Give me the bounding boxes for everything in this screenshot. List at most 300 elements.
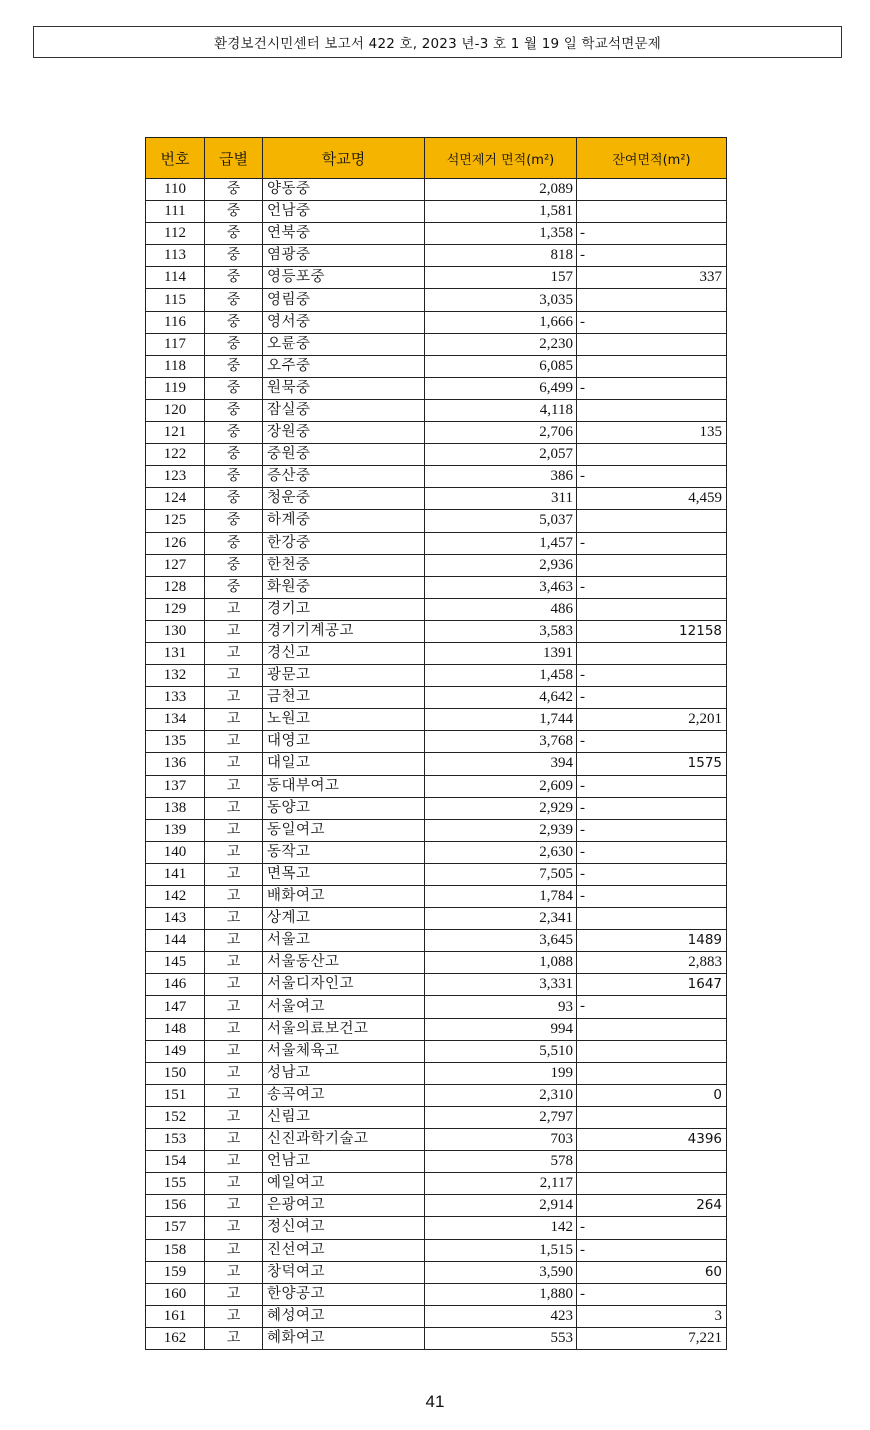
- cell-removed-area: 2,609: [425, 775, 577, 797]
- cell-school-name: 염광중: [263, 245, 425, 267]
- table-header-row: [146, 138, 727, 179]
- cell-number: 154: [146, 1151, 205, 1173]
- cell-number: 160: [146, 1283, 205, 1305]
- cell-number: 128: [146, 576, 205, 598]
- cell-number: 134: [146, 709, 205, 731]
- table-row: [146, 289, 727, 311]
- cell-remaining-area: [577, 466, 727, 488]
- cell-school-name: 오주중: [263, 355, 425, 377]
- cell-number: 116: [146, 311, 205, 333]
- cell-level: 고: [205, 1129, 263, 1151]
- table-row: [146, 333, 727, 355]
- cell-number: 158: [146, 1239, 205, 1261]
- cell-removed-area: 1,458: [425, 665, 577, 687]
- cell-level: 고: [205, 1261, 263, 1283]
- cell-school-name: 동작고: [263, 841, 425, 863]
- table-row: [146, 355, 727, 377]
- cell-school-name: 양동중: [263, 179, 425, 201]
- cell-school-name: 동양고: [263, 797, 425, 819]
- cell-level: 중: [205, 245, 263, 267]
- table-row: [146, 245, 727, 267]
- cell-remaining-area: [577, 223, 727, 245]
- cell-number: 145: [146, 952, 205, 974]
- cell-removed-area: 2,117: [425, 1173, 577, 1195]
- table-row: [146, 1173, 727, 1195]
- table-row: [146, 1305, 727, 1327]
- cell-level: 고: [205, 974, 263, 996]
- cell-removed-area: 6,499: [425, 377, 577, 399]
- cell-level: 고: [205, 1151, 263, 1173]
- cell-number: 140: [146, 841, 205, 863]
- cell-remaining-area: [577, 1018, 727, 1040]
- table-row: [146, 1217, 727, 1239]
- cell-removed-area: 423: [425, 1305, 577, 1327]
- table-row: [146, 466, 727, 488]
- table-row: [146, 1084, 727, 1106]
- cell-number: 136: [146, 753, 205, 775]
- cell-number: 127: [146, 554, 205, 576]
- column-header-level: 급별: [205, 138, 263, 179]
- cell-remaining-area: [577, 753, 727, 775]
- cell-remaining-area: [577, 1305, 727, 1327]
- cell-remaining-area: [577, 952, 727, 974]
- cell-remaining-area: [577, 709, 727, 731]
- cell-removed-area: 199: [425, 1062, 577, 1084]
- cell-number: 117: [146, 333, 205, 355]
- cell-school-name: 서울여고: [263, 996, 425, 1018]
- cell-level: 중: [205, 488, 263, 510]
- dash-marker: -: [580, 225, 585, 242]
- cell-removed-area: 553: [425, 1327, 577, 1349]
- cell-number: 126: [146, 532, 205, 554]
- dash-marker: -: [580, 998, 585, 1015]
- table-row: [146, 819, 727, 841]
- cell-remaining-area: [577, 488, 727, 510]
- cell-number: 113: [146, 245, 205, 267]
- cell-level: 고: [205, 841, 263, 863]
- cell-remaining-area: [577, 731, 727, 753]
- cell-school-name: 경기고: [263, 598, 425, 620]
- cell-number: 123: [146, 466, 205, 488]
- table-row: [146, 1195, 727, 1217]
- cell-removed-area: 2,706: [425, 422, 577, 444]
- table-row: [146, 1327, 727, 1349]
- table-row: [146, 974, 727, 996]
- cell-school-name: 서울디자인고: [263, 974, 425, 996]
- cell-school-name: 동일여고: [263, 819, 425, 841]
- cell-number: 124: [146, 488, 205, 510]
- cell-school-name: 청운중: [263, 488, 425, 510]
- table-row: [146, 201, 727, 223]
- cell-removed-area: 3,463: [425, 576, 577, 598]
- cell-remaining-area: [577, 399, 727, 421]
- dash-marker: -: [580, 247, 585, 264]
- table-row: [146, 311, 727, 333]
- cell-school-name: 한양공고: [263, 1283, 425, 1305]
- cell-removed-area: 994: [425, 1018, 577, 1040]
- cell-remaining-area: [577, 665, 727, 687]
- cell-remaining-area: [577, 510, 727, 532]
- remaining-area-value: 264: [696, 1197, 722, 1214]
- cell-level: 고: [205, 620, 263, 642]
- column-header-school-name: 학교명: [263, 138, 425, 179]
- cell-remaining-area: [577, 974, 727, 996]
- cell-school-name: 하계중: [263, 510, 425, 532]
- cell-school-name: 창덕여고: [263, 1261, 425, 1283]
- cell-level: 고: [205, 797, 263, 819]
- cell-number: 156: [146, 1195, 205, 1217]
- cell-removed-area: 1,358: [425, 223, 577, 245]
- cell-level: 고: [205, 753, 263, 775]
- cell-number: 143: [146, 908, 205, 930]
- table-row: [146, 576, 727, 598]
- table-row: [146, 1062, 727, 1084]
- table-row: [146, 488, 727, 510]
- cell-removed-area: 1391: [425, 642, 577, 664]
- cell-remaining-area: [577, 1151, 727, 1173]
- cell-number: 111: [146, 201, 205, 223]
- cell-number: 119: [146, 377, 205, 399]
- table-row: [146, 1106, 727, 1128]
- report-header: [33, 26, 842, 58]
- cell-removed-area: 2,630: [425, 841, 577, 863]
- cell-level: 중: [205, 422, 263, 444]
- cell-remaining-area: [577, 1283, 727, 1305]
- cell-remaining-area: [577, 377, 727, 399]
- cell-number: 149: [146, 1040, 205, 1062]
- dash-marker: -: [580, 888, 585, 904]
- table-row: [146, 886, 727, 908]
- cell-removed-area: 3,035: [425, 289, 577, 311]
- cell-remaining-area: [577, 1217, 727, 1239]
- cell-school-name: 원묵중: [263, 377, 425, 399]
- cell-number: 142: [146, 886, 205, 908]
- cell-removed-area: 2,089: [425, 179, 577, 201]
- cell-school-name: 송곡여고: [263, 1084, 425, 1106]
- cell-school-name: 영서중: [263, 311, 425, 333]
- dash-marker: -: [580, 777, 585, 794]
- cell-removed-area: 3,583: [425, 620, 577, 642]
- table-row: [146, 753, 727, 775]
- cell-removed-area: 703: [425, 1129, 577, 1151]
- cell-number: 155: [146, 1173, 205, 1195]
- cell-remaining-area: [577, 1106, 727, 1128]
- cell-number: 135: [146, 731, 205, 753]
- table-row: [146, 709, 727, 731]
- cell-removed-area: 394: [425, 753, 577, 775]
- cell-removed-area: 1,088: [425, 952, 577, 974]
- cell-school-name: 신진과학기술고: [263, 1129, 425, 1151]
- table-row: [146, 952, 727, 974]
- table-row: [146, 1151, 727, 1173]
- column-header-remaining-area: 잔여면적(m²): [577, 138, 727, 179]
- cell-removed-area: 1,666: [425, 311, 577, 333]
- cell-school-name: 서울의료보건고: [263, 1018, 425, 1040]
- cell-number: 112: [146, 223, 205, 245]
- cell-level: 중: [205, 223, 263, 245]
- cell-remaining-area: [577, 598, 727, 620]
- cell-removed-area: 3,331: [425, 974, 577, 996]
- cell-removed-area: 1,581: [425, 201, 577, 223]
- remaining-area-value: 4396: [687, 1131, 722, 1148]
- remaining-area-value: 12158: [679, 622, 722, 639]
- cell-school-name: 화원중: [263, 576, 425, 598]
- cell-level: 고: [205, 1239, 263, 1261]
- cell-removed-area: 486: [425, 598, 577, 620]
- cell-remaining-area: [577, 422, 727, 444]
- cell-number: 121: [146, 422, 205, 444]
- cell-removed-area: 5,037: [425, 510, 577, 532]
- cell-level: 고: [205, 819, 263, 841]
- dash-marker: -: [580, 1219, 585, 1236]
- cell-number: 157: [146, 1217, 205, 1239]
- cell-level: 고: [205, 863, 263, 885]
- cell-level: 고: [205, 1305, 263, 1327]
- dash-marker: -: [580, 313, 585, 330]
- cell-school-name: 진선여고: [263, 1239, 425, 1261]
- cell-remaining-area: [577, 930, 727, 952]
- cell-number: 161: [146, 1305, 205, 1327]
- cell-number: 130: [146, 620, 205, 642]
- cell-level: 중: [205, 510, 263, 532]
- cell-level: 고: [205, 1106, 263, 1128]
- remaining-area-value: 60: [704, 1263, 722, 1280]
- cell-school-name: 장원중: [263, 422, 425, 444]
- cell-level: 중: [205, 554, 263, 576]
- table-row: [146, 1239, 727, 1261]
- cell-school-name: 혜화여고: [263, 1327, 425, 1349]
- cell-school-name: 금천고: [263, 687, 425, 709]
- remaining-area-value: 4,459: [688, 490, 722, 507]
- cell-level: 고: [205, 1040, 263, 1062]
- cell-number: 118: [146, 355, 205, 377]
- cell-school-name: 서울동산고: [263, 952, 425, 974]
- cell-school-name: 예일여고: [263, 1173, 425, 1195]
- table-row: [146, 731, 727, 753]
- cell-school-name: 상계고: [263, 908, 425, 930]
- cell-remaining-area: [577, 245, 727, 267]
- cell-school-name: 중원중: [263, 444, 425, 466]
- cell-level: 고: [205, 952, 263, 974]
- cell-removed-area: 5,510: [425, 1040, 577, 1062]
- cell-removed-area: 2,341: [425, 908, 577, 930]
- report-header-text: 환경보건시민센터 보고서 422 호, 2023 년-3 호 1 월 19 일 학교석면문제: [214, 36, 661, 52]
- dash-marker: -: [580, 843, 585, 860]
- cell-number: 144: [146, 930, 205, 952]
- cell-removed-area: 1,515: [425, 1239, 577, 1261]
- cell-number: 139: [146, 819, 205, 841]
- table-row: [146, 797, 727, 819]
- table-row: [146, 908, 727, 930]
- table-row: [146, 775, 727, 797]
- cell-removed-area: 2,914: [425, 1195, 577, 1217]
- table-row: [146, 1040, 727, 1062]
- cell-number: 115: [146, 289, 205, 311]
- cell-removed-area: 1,457: [425, 532, 577, 554]
- cell-level: 중: [205, 179, 263, 201]
- cell-level: 고: [205, 908, 263, 930]
- cell-level: 고: [205, 598, 263, 620]
- dash-marker: -: [580, 821, 585, 838]
- cell-remaining-area: [577, 1195, 727, 1217]
- cell-removed-area: 1,784: [425, 886, 577, 908]
- cell-remaining-area: [577, 179, 727, 201]
- cell-number: 131: [146, 642, 205, 664]
- cell-school-name: 연북중: [263, 223, 425, 245]
- dash-marker: -: [580, 468, 585, 485]
- cell-level: 고: [205, 1283, 263, 1305]
- table-row: [146, 598, 727, 620]
- cell-removed-area: 2,929: [425, 797, 577, 819]
- table-row: [146, 1018, 727, 1040]
- dash-marker: -: [580, 578, 585, 595]
- table-row: [146, 179, 727, 201]
- cell-level: 중: [205, 576, 263, 598]
- dash-marker: -: [580, 1241, 585, 1258]
- dash-marker: -: [580, 689, 585, 706]
- remaining-area-value: 0: [713, 1086, 722, 1103]
- remaining-area-value: 1575: [687, 755, 722, 772]
- table-body: [146, 179, 727, 1350]
- cell-school-name: 혜성여고: [263, 1305, 425, 1327]
- cell-remaining-area: [577, 1261, 727, 1283]
- cell-level: 고: [205, 1195, 263, 1217]
- cell-removed-area: 818: [425, 245, 577, 267]
- cell-removed-area: 3,590: [425, 1261, 577, 1283]
- cell-removed-area: 142: [425, 1217, 577, 1239]
- cell-school-name: 경기기계공고: [263, 620, 425, 642]
- cell-remaining-area: [577, 532, 727, 554]
- cell-remaining-area: [577, 908, 727, 930]
- cell-number: 137: [146, 775, 205, 797]
- cell-school-name: 증산중: [263, 466, 425, 488]
- cell-level: 고: [205, 1084, 263, 1106]
- cell-remaining-area: [577, 576, 727, 598]
- cell-remaining-area: [577, 863, 727, 885]
- cell-school-name: 노원고: [263, 709, 425, 731]
- remaining-area-value: 337: [699, 269, 722, 286]
- cell-remaining-area: [577, 1327, 727, 1349]
- cell-removed-area: 2,230: [425, 333, 577, 355]
- cell-number: 122: [146, 444, 205, 466]
- cell-removed-area: 3,768: [425, 731, 577, 753]
- cell-removed-area: 6,085: [425, 355, 577, 377]
- table-row: [146, 1261, 727, 1283]
- table-row: [146, 223, 727, 245]
- cell-level: 고: [205, 687, 263, 709]
- column-header-number: 번호: [146, 138, 205, 179]
- dash-marker: -: [580, 1285, 585, 1302]
- cell-remaining-area: [577, 1239, 727, 1261]
- table-row: [146, 510, 727, 532]
- cell-number: 133: [146, 687, 205, 709]
- cell-number: 141: [146, 863, 205, 885]
- cell-school-name: 정신여고: [263, 1217, 425, 1239]
- cell-remaining-area: [577, 444, 727, 466]
- cell-level: 고: [205, 1173, 263, 1195]
- column-header-removed-area: 석면제거 면적(m²): [425, 138, 577, 179]
- cell-removed-area: 93: [425, 996, 577, 1018]
- cell-remaining-area: [577, 1084, 727, 1106]
- cell-removed-area: 2,310: [425, 1084, 577, 1106]
- cell-school-name: 언남고: [263, 1151, 425, 1173]
- cell-number: 150: [146, 1062, 205, 1084]
- cell-number: 151: [146, 1084, 205, 1106]
- cell-removed-area: 1,880: [425, 1283, 577, 1305]
- cell-removed-area: 157: [425, 267, 577, 289]
- cell-removed-area: 4,118: [425, 399, 577, 421]
- table-row: [146, 665, 727, 687]
- school-asbestos-table-container: [145, 137, 727, 1350]
- cell-school-name: 영등포중: [263, 267, 425, 289]
- cell-remaining-area: [577, 1062, 727, 1084]
- cell-removed-area: 2,939: [425, 819, 577, 841]
- cell-school-name: 동대부여고: [263, 775, 425, 797]
- dash-marker: -: [580, 379, 585, 396]
- table-row: [146, 642, 727, 664]
- cell-school-name: 대영고: [263, 731, 425, 753]
- table-row: [146, 620, 727, 642]
- cell-number: 114: [146, 267, 205, 289]
- cell-remaining-area: [577, 642, 727, 664]
- cell-number: 159: [146, 1261, 205, 1283]
- cell-remaining-area: [577, 775, 727, 797]
- cell-number: 153: [146, 1129, 205, 1151]
- cell-remaining-area: [577, 267, 727, 289]
- cell-level: 고: [205, 1018, 263, 1040]
- cell-level: 중: [205, 399, 263, 421]
- cell-level: 고: [205, 1217, 263, 1239]
- cell-school-name: 서울체육고: [263, 1040, 425, 1062]
- table-row: [146, 930, 727, 952]
- cell-level: 고: [205, 642, 263, 664]
- table-row: [146, 444, 727, 466]
- table-row: [146, 377, 727, 399]
- cell-remaining-area: [577, 201, 727, 223]
- cell-level: 고: [205, 775, 263, 797]
- cell-number: 125: [146, 510, 205, 532]
- cell-level: 고: [205, 930, 263, 952]
- dash-marker: -: [580, 667, 585, 684]
- cell-school-name: 대일고: [263, 753, 425, 775]
- cell-level: 중: [205, 333, 263, 355]
- cell-removed-area: 2,797: [425, 1106, 577, 1128]
- school-asbestos-table: [145, 137, 727, 1350]
- cell-removed-area: 4,642: [425, 687, 577, 709]
- cell-level: 고: [205, 996, 263, 1018]
- cell-level: 중: [205, 444, 263, 466]
- cell-level: 고: [205, 665, 263, 687]
- table-row: [146, 687, 727, 709]
- table-row: [146, 267, 727, 289]
- remaining-area-value: 2,201: [688, 711, 722, 728]
- cell-remaining-area: [577, 819, 727, 841]
- cell-removed-area: 311: [425, 488, 577, 510]
- cell-removed-area: 3,645: [425, 930, 577, 952]
- cell-remaining-area: [577, 620, 727, 642]
- cell-level: 중: [205, 355, 263, 377]
- cell-remaining-area: [577, 1173, 727, 1195]
- cell-school-name: 은광여고: [263, 1195, 425, 1217]
- cell-level: 고: [205, 731, 263, 753]
- cell-level: 중: [205, 289, 263, 311]
- cell-school-name: 영림중: [263, 289, 425, 311]
- cell-level: 고: [205, 709, 263, 731]
- cell-remaining-area: [577, 554, 727, 576]
- cell-school-name: 성남고: [263, 1062, 425, 1084]
- remaining-area-value: 1647: [687, 976, 722, 993]
- cell-school-name: 잠실중: [263, 399, 425, 421]
